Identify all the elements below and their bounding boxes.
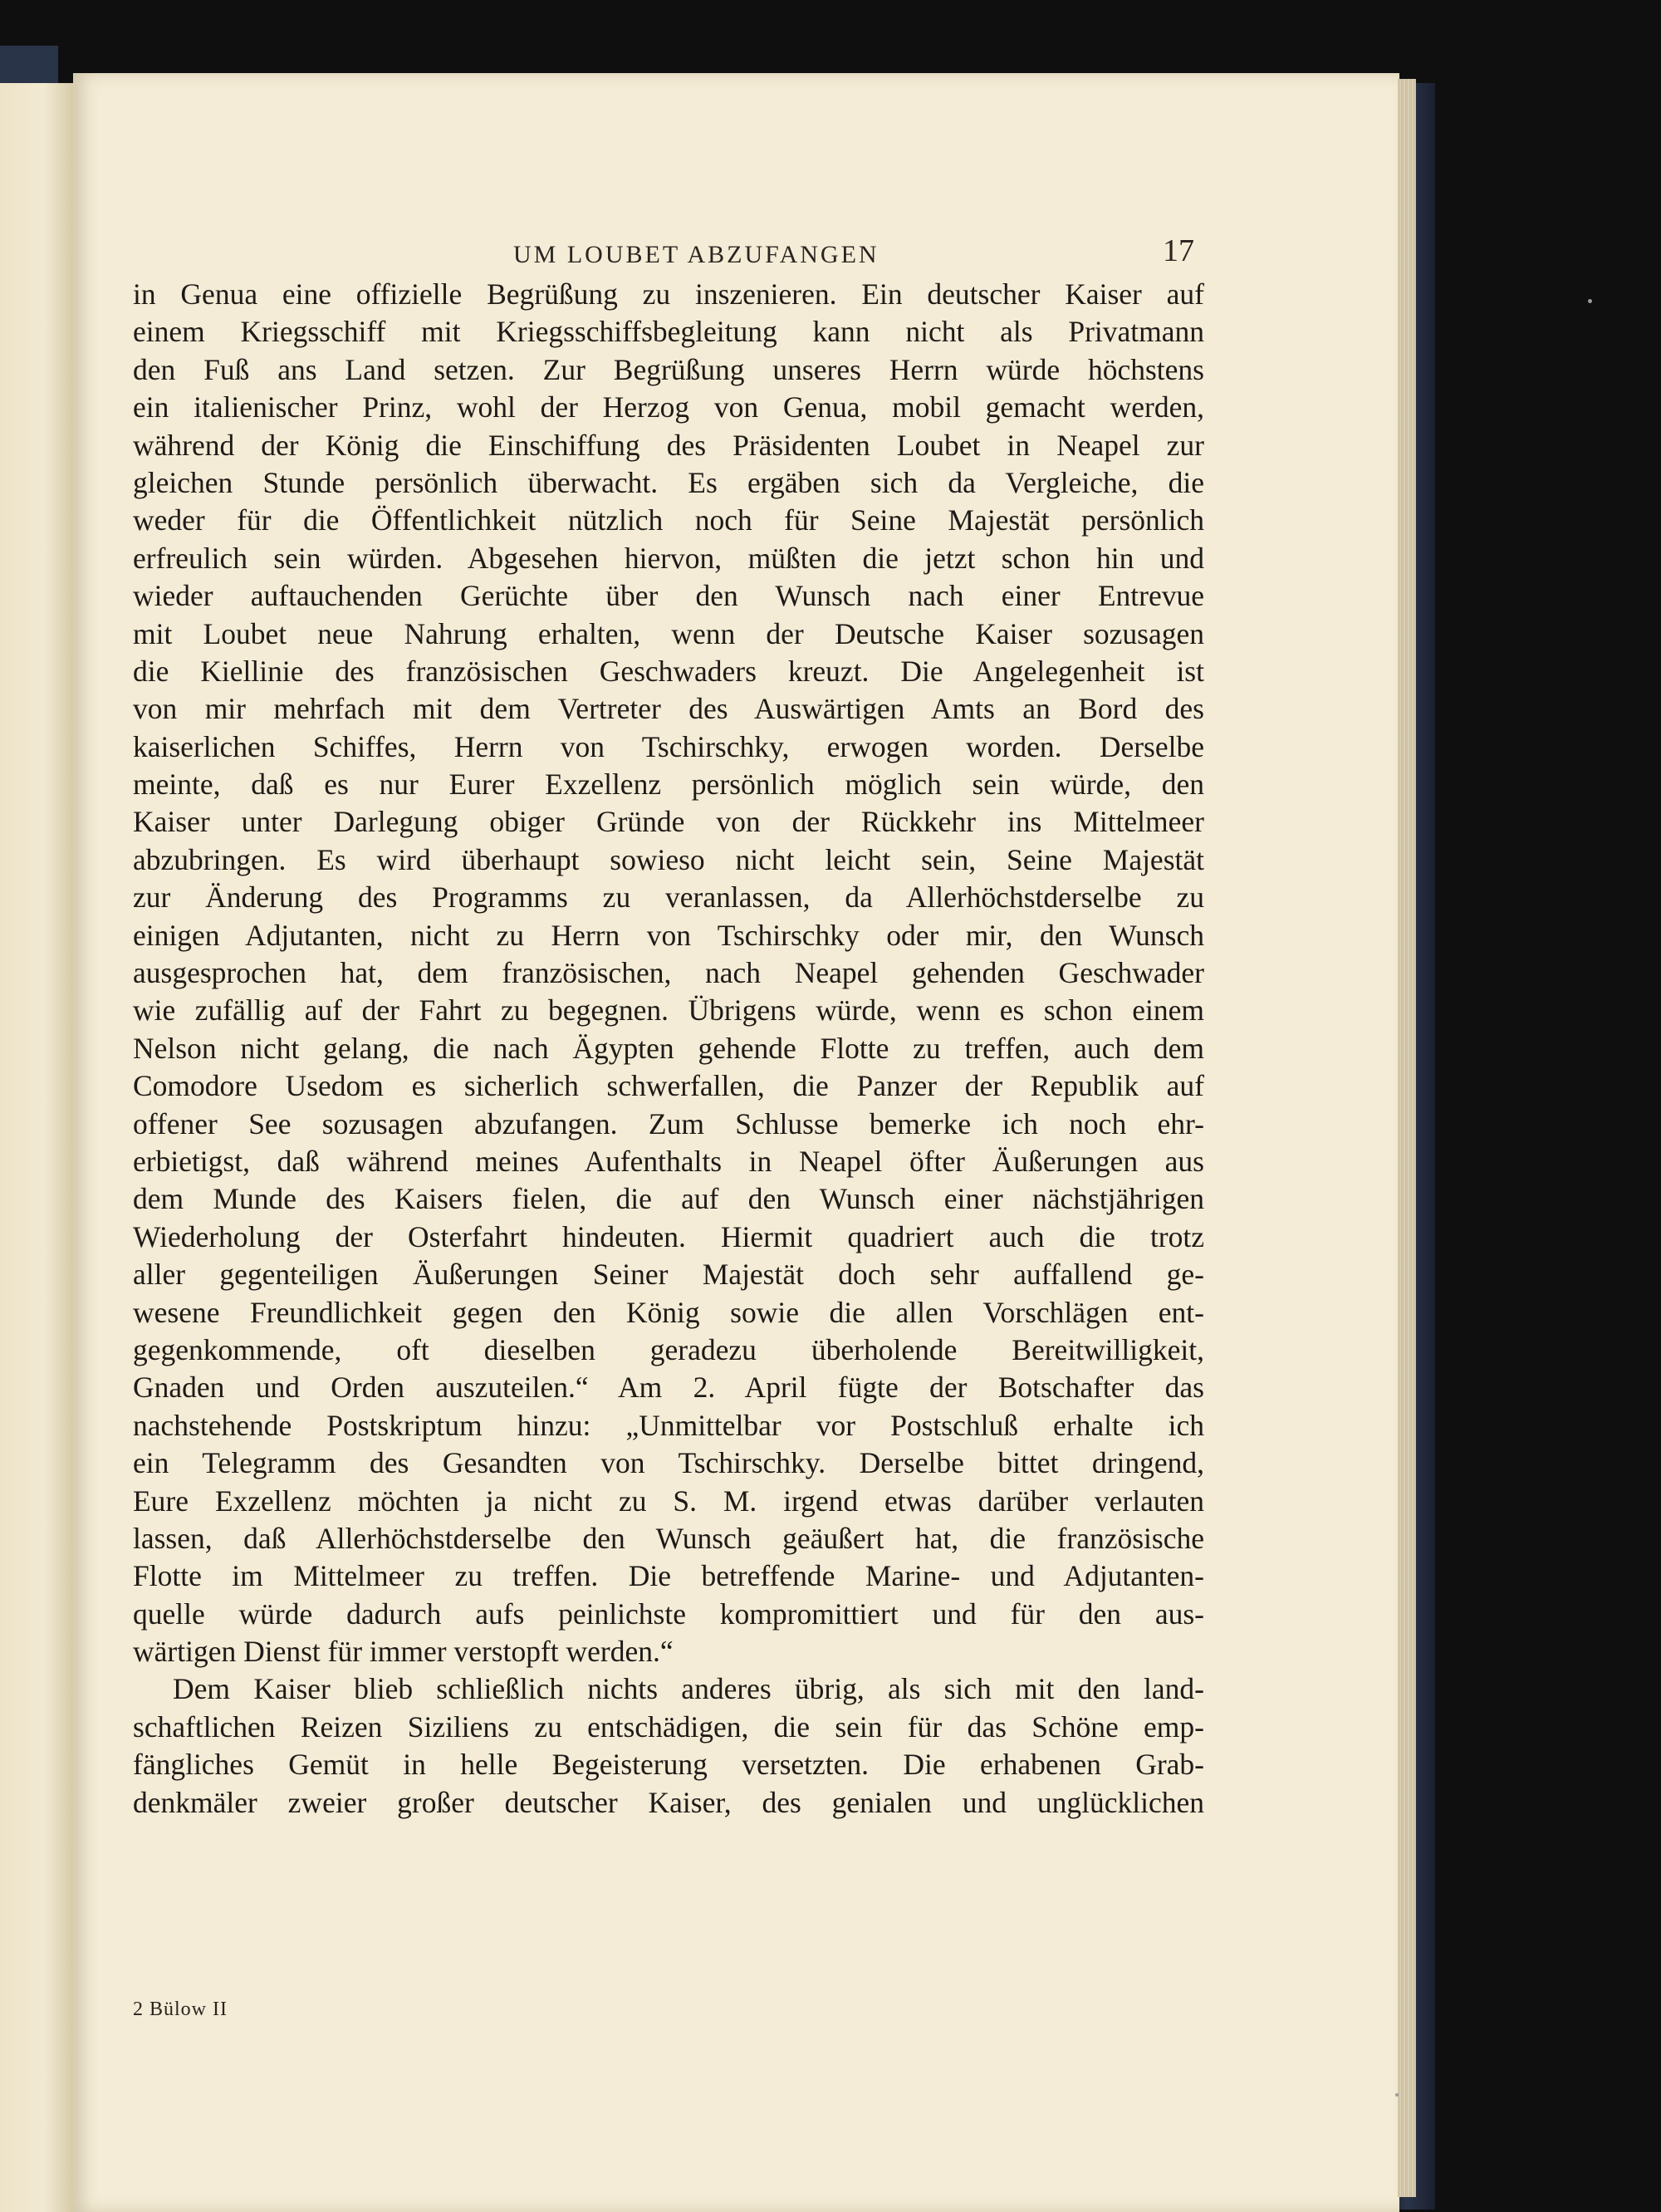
text-line: gegenkommende, oft dieselben geradezu überholende Bereitwilligkeit,	[133, 1332, 1204, 1366]
text-line: erfreulich sein würden. Abgesehen hiervon, müßten die jetzt schon hin und	[133, 541, 1204, 575]
text-line: nachstehende Postskriptum hinzu: „Unmittelbar vor Postschluß erhalte ich	[133, 1408, 1204, 1442]
facing-page-edge	[0, 83, 73, 2212]
text-line: dem Munde des Kaisers fielen, die auf den Wunsch einer nächstjährigen	[133, 1182, 1204, 1216]
text-line: einigen Adjutanten, nicht zu Herrn von Tschirschky oder mir, den Wunsch	[133, 918, 1204, 952]
text-line: meinte, daß es nur Eurer Exzellenz persönlich möglich sein würde, den	[133, 768, 1204, 802]
text-line: den Fuß ans Land setzen. Zur Begrüßung unseres Herrn würde höchstens	[133, 352, 1204, 386]
text-line: Eure Exzellenz möchten ja nicht zu S. M. irgend etwas darüber verlauten	[133, 1484, 1204, 1518]
text-line: ein Telegramm des Gesandten von Tschirschky. Derselbe bittet dringend,	[133, 1446, 1204, 1480]
text-line: Wiederholung der Osterfahrt hindeuten. Hiermit quadriert auch die trotz	[133, 1219, 1204, 1253]
text-line: kaiserlichen Schiffes, Herrn von Tschirschky, erwogen worden. Derselbe	[133, 729, 1204, 763]
dust-speck	[1588, 299, 1592, 303]
text-line: während der König die Einschiffung des Präsidenten Loubet in Neapel zur	[133, 428, 1204, 462]
text-line: abzubringen. Es wird überhaupt sowieso nicht leicht sein, Seine Majestät	[133, 842, 1204, 876]
text-line: offener See sozusagen abzufangen. Zum Schlusse bemerke ich noch ehr-	[133, 1106, 1204, 1140]
text-line: fängliches Gemüt in helle Begeisterung versetzten. Die erhabenen Grab-	[133, 1748, 1204, 1782]
signature-mark: 2 Bülow II	[133, 1999, 228, 2020]
text-line: in Genua eine offizielle Begrüßung zu inszenieren. Ein deutscher Kaiser auf	[133, 277, 1204, 311]
text-line: die Kiellinie des französischen Geschwaders kreuzt. Die Angelegenheit ist	[133, 654, 1204, 688]
text-line: denkmäler zweier großer deutscher Kaiser, des genialen und unglücklichen	[133, 1785, 1204, 1819]
text-line: schaftlichen Reizen Siziliens zu entschädigen, die sein für das Schöne emp-	[133, 1709, 1204, 1744]
body-text	[133, 276, 1204, 1822]
text-line: quelle würde dadurch aufs peinlichste kompromittiert und für den aus-	[133, 1596, 1204, 1631]
text-line: Kaiser unter Darlegung obiger Gründe von der Rückkehr ins Mittelmeer	[133, 805, 1204, 839]
text-line: Flotte im Mittelmeer zu treffen. Die betreffende Marine- und Adjutanten-	[133, 1559, 1204, 1593]
page-number: 17	[1163, 233, 1194, 268]
text-line: Comodore Usedom es sicherlich schwerfallen, die Panzer der Republik auf	[133, 1069, 1204, 1103]
text-line: mit Loubet neue Nahrung erhalten, wenn der Deutsche Kaiser sozusagen	[133, 616, 1204, 650]
text-line: von mir mehrfach mit dem Vertreter des Auswärtigen Amts an Bord des	[133, 692, 1204, 726]
book-cover-left	[0, 46, 58, 87]
text-line: einem Kriegsschiff mit Kriegsschiffsbegleitung kann nicht als Privatmann	[133, 315, 1204, 349]
text-line: lassen, daß Allerhöchstderselbe den Wunsch geäußert hat, die französische	[133, 1521, 1204, 1555]
text-line: wesene Freundlichkeit gegen den König sowie die allen Vorschlägen ent-	[133, 1295, 1204, 1329]
text-line: Gnaden und Orden auszuteilen.“ Am 2. April fügte der Botschafter das	[133, 1371, 1204, 1405]
text-line: aller gegenteiligen Äußerungen Seiner Majestät doch sehr auffallend ge-	[133, 1258, 1204, 1292]
text-line: wärtigen Dienst für immer verstopft werden.“	[133, 1635, 674, 1669]
text-line: erbietigst, daß während meines Aufenthalts in Neapel öfter Äußerungen aus	[133, 1144, 1204, 1178]
text-line: wieder auftauchenden Gerüchte über den Wunsch nach einer Entrevue	[133, 579, 1204, 613]
page-edges	[1398, 79, 1416, 2197]
text-line: weder für die Öffentlichkeit nützlich noch für Seine Majestät persönlich	[133, 503, 1204, 537]
running-head: UM LOUBET ABZUFANGEN	[513, 241, 879, 268]
text-line: Dem Kaiser blieb schließlich nichts anderes übrig, als sich mit den land-	[173, 1672, 1204, 1706]
text-line: Nelson nicht gelang, die nach Ägypten gehende Flotte zu treffen, auch dem	[133, 1031, 1204, 1065]
text-line: zur Änderung des Programms zu veranlassen, da Allerhöchstderselbe zu	[133, 880, 1204, 915]
page-header	[439, 233, 1194, 281]
text-line: ausgesprochen hat, dem französischen, nach Neapel gehenden Geschwader	[133, 956, 1204, 990]
dust-speck	[1395, 2093, 1399, 2097]
text-line: wie zufällig auf der Fahrt zu begegnen. Übrigens würde, wenn es schon einem	[133, 993, 1204, 1028]
text-line: gleichen Stunde persönlich überwacht. Es ergäben sich da Vergleiche, die	[133, 465, 1204, 499]
text-line: ein italienischer Prinz, wohl der Herzog von Genua, mobil gemacht werden,	[133, 390, 1204, 424]
